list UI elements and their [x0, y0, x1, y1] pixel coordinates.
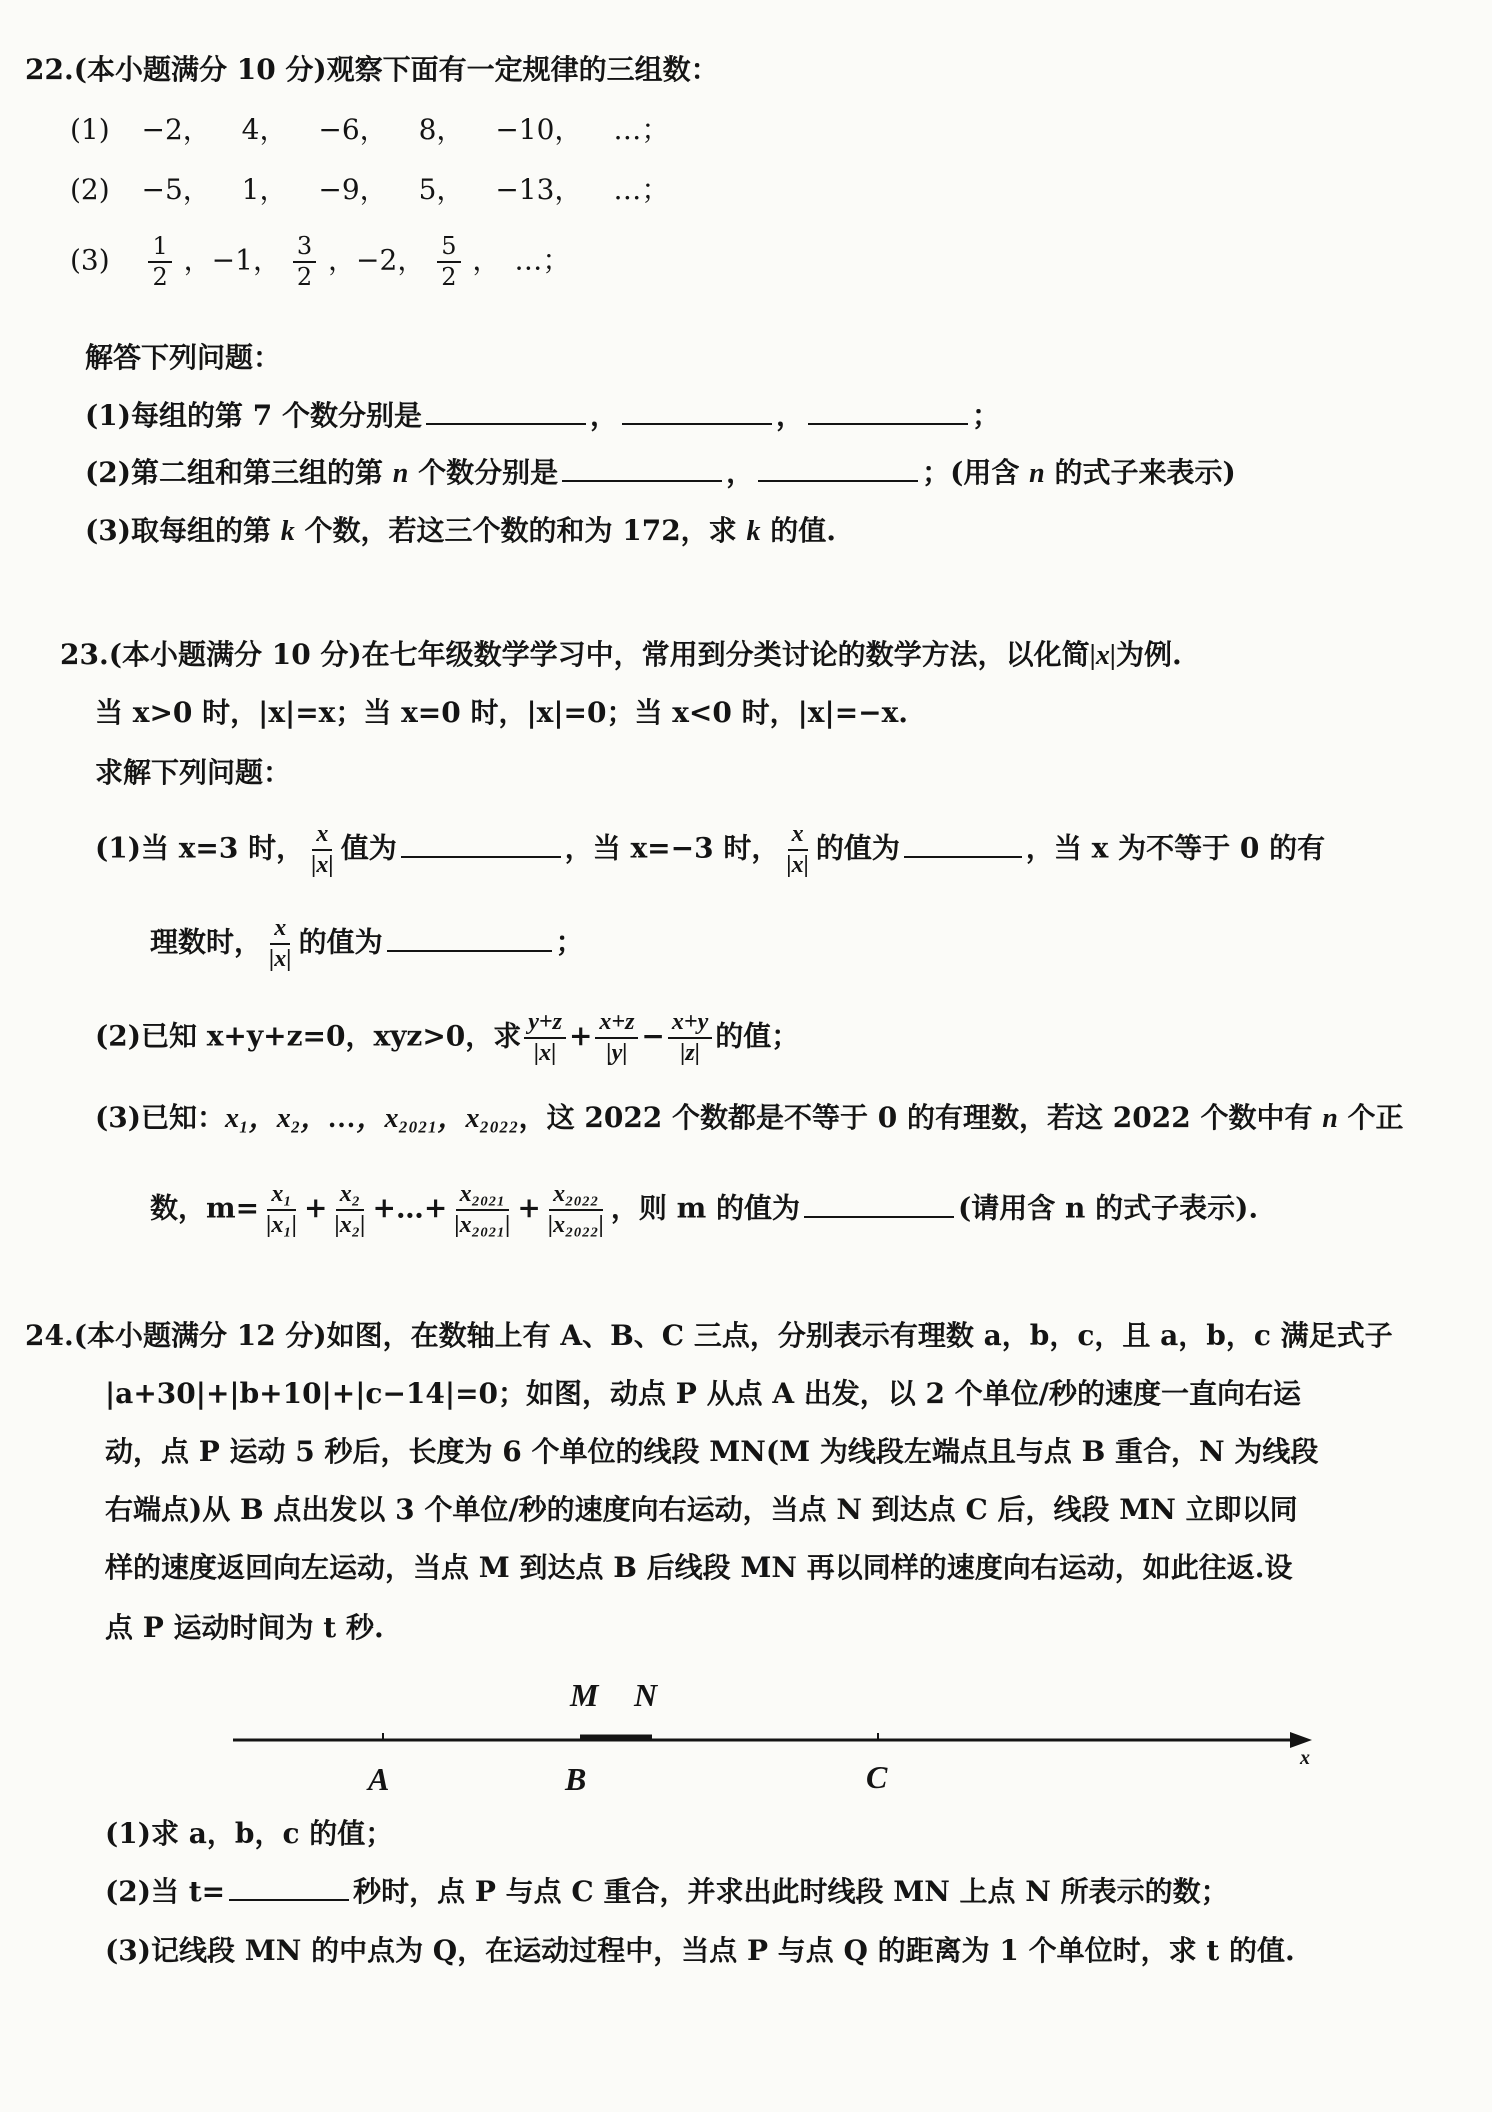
- q24-line-6: 点 P 运动时间为 t 秒.: [105, 1611, 384, 1644]
- part-text: ，当 x 为不等于 0 的有: [1025, 831, 1326, 865]
- part-text: 的值为: [815, 831, 900, 865]
- seq-item: −9，: [318, 173, 388, 206]
- part-text: (1)当 x=3 时，: [95, 831, 305, 865]
- part-text: ；: [555, 925, 584, 959]
- part-text: (3)已知：: [95, 1101, 225, 1134]
- q24-part-3: (3)记线段 MN 的中点为 Q，在运动过程中，当点 P 与点 Q 的距离为 1 个单位时，求 t 的值.: [105, 1934, 1295, 1967]
- seq-label: (1): [70, 113, 110, 146]
- q24-line-1: 24.(本小题满分 12 分)如图，在数轴上有 A、B、C 三点，分别表示有理数 a，b，c，且 a，b，c 满足式子: [25, 1319, 1393, 1352]
- q22-title: 22.(本小题满分 10 分)观察下面有一定规律的三组数：: [25, 53, 719, 86]
- seq-separator: ，−1，: [183, 243, 281, 277]
- fraction-x-over-abs-x: $\frac{x}{|x|}$: [269, 915, 292, 973]
- seq-item: −13，: [495, 173, 583, 206]
- title-text: 为例.: [1116, 638, 1182, 671]
- part-text: 个正: [1347, 1101, 1404, 1134]
- q23-prompt: 求解下列问题：: [95, 756, 292, 789]
- answer-blank[interactable]: [758, 479, 918, 482]
- number-line-figure: [0, 1660, 1492, 1800]
- abs-x: |x|: [1089, 640, 1117, 671]
- answer-blank[interactable]: [904, 855, 1022, 858]
- variable-list: x₁，x₂，…，x₂₀₂₁，x₂₀₂₂: [224, 1103, 519, 1134]
- fraction: $\frac{1}{2}$: [148, 234, 171, 290]
- variable-k: k: [746, 516, 761, 547]
- seq-item: 5，: [418, 173, 465, 206]
- label-x: x: [1300, 1747, 1310, 1769]
- part-text: (1)每组的第 7 个数分别是: [85, 399, 422, 432]
- part-text: ，这 2022 个数都是不等于 0 的有理数，若这 2022 个数中有: [518, 1101, 1313, 1134]
- operator: +: [568, 1019, 593, 1053]
- q24-line-4: 右端点)从 B 点出发以 3 个单位/秒的速度向右运动，当点 N 到达点 C 后，线段 MN 立即以同: [105, 1493, 1298, 1526]
- part-text: 值为: [340, 831, 397, 865]
- part-text: 理数时，: [150, 925, 263, 959]
- q23-definition: 当 x>0 时，|x|=x；当 x=0 时，|x|=0；当 x<0 时，|x|=−x.: [95, 696, 909, 729]
- seq-separator: ， …；: [472, 243, 571, 277]
- part-note: 的式子来表示): [1054, 456, 1236, 489]
- fraction: $\frac{x+y}{|z|}$: [668, 1010, 712, 1066]
- answer-blank[interactable]: [229, 1898, 349, 1901]
- part-text: (3)取每组的第: [85, 514, 271, 547]
- fraction: $\frac{x+z}{|y|}$: [595, 1010, 638, 1066]
- q22-part-2: (2)第二组和第三组的第 n 个数分别是 ， ；(用含 n 的式子来表示): [85, 456, 1236, 489]
- variable-n: n: [392, 458, 409, 489]
- variable-k: k: [280, 516, 295, 547]
- seq-item: −10，: [495, 113, 583, 146]
- fraction-x-over-abs-x: $\frac{x}{|x|}$: [311, 821, 334, 879]
- part-text: 秒时，点 P 与点 C 重合，并求出此时线段 MN 上点 N 所表示的数；: [353, 1875, 1229, 1908]
- q22-prompt: 解答下列问题：: [85, 341, 282, 374]
- axis-arrow-icon: [1290, 1732, 1312, 1748]
- part-text: 的值为: [298, 925, 383, 959]
- part-text: 的值.: [770, 514, 836, 547]
- fraction-x-over-abs-x: $\frac{x}{|x|}$: [786, 821, 809, 879]
- fraction: $\frac{\text{x₂₀₂₂}}{\text{|x₂₀₂₂|}}$: [547, 1181, 604, 1239]
- q23-part-1: [95, 822, 1325, 878]
- seq-item: −5，: [141, 173, 211, 206]
- part-text: 的值；: [715, 1019, 800, 1053]
- q24-line-5: 样的速度返回向左运动，当点 M 到达点 B 后线段 MN 再以同样的速度向右运动，如此往返.设: [105, 1551, 1293, 1584]
- fraction: $\frac{\text{x₁}}{\text{|x₁|}}$: [266, 1181, 298, 1239]
- seq-separator: ，−2，: [328, 243, 426, 277]
- operator: −: [641, 1019, 665, 1053]
- q23-part-3-line-2: 数，m= $\frac{\text{x₁}}{\text{|x₁|}}$ + $\frac{\text{x₂}}{\text{|x₂|}}$ +…+ $\frac{\text{x₂₀₂₁}}{\text{|x₂₀₂₁|}}$ + $\frac{\text{x₂₀₂₂}}{\text{|x₂₀₂₂|}}$ ，则 m 的值为 (请用含 n 的式子表示).: [150, 1181, 1259, 1239]
- fraction: $\frac{y+z}{|x|}$: [524, 1010, 566, 1066]
- part-text: 个数，若这三个数的和为 172，求: [304, 514, 737, 547]
- seq-item: …；: [613, 113, 670, 146]
- answer-blank[interactable]: [426, 422, 586, 425]
- q24-part-1: (1)求 a，b，c 的值；: [105, 1817, 394, 1850]
- label-a: A: [368, 1761, 390, 1797]
- q24-line-2: |a+30|+|b+10|+|c−14|=0；如图，动点 P 从点 A 出发，以 2 个单位/秒的速度一直向右运: [105, 1377, 1302, 1410]
- label-n: N: [634, 1677, 658, 1713]
- label-b: B: [565, 1761, 587, 1797]
- answer-blank[interactable]: [808, 422, 968, 425]
- seq-item: 1，: [241, 173, 288, 206]
- fraction: $\frac{\text{x₂₀₂₁}}{\text{|x₂₀₂₁|}}$: [454, 1181, 511, 1239]
- q23-part-3: [95, 1100, 1404, 1136]
- answer-blank[interactable]: [562, 479, 722, 482]
- part-text: (2)当 t=: [105, 1875, 226, 1908]
- q24-line-3: 动，点 P 运动 5 秒后，长度为 6 个单位的线段 MN(M 为线段左端点且与点 B 重合，N 为线段: [105, 1435, 1319, 1468]
- answer-blank[interactable]: [622, 422, 772, 425]
- part-text: ，则 m 的值为: [610, 1191, 801, 1225]
- seq-item: 8，: [418, 113, 465, 146]
- label-c: C: [866, 1759, 888, 1795]
- part-text: 数，m=: [150, 1191, 260, 1225]
- variable-n: n: [1029, 458, 1045, 489]
- part-text: (2)第二组和第三组的第: [85, 456, 383, 489]
- q23-title: [60, 637, 1182, 673]
- title-text: 23.(本小题满分 10 分)在七年级数学学习中，常用到分类讨论的数学方法，以化简: [60, 638, 1090, 671]
- part-text: ，当 x=−3 时，: [564, 831, 780, 865]
- q24-part-2: [105, 1874, 1229, 1909]
- q22-part-3: [85, 513, 836, 549]
- fraction: $\frac{5}{2}$: [437, 234, 460, 290]
- seq-item: −2，: [141, 113, 211, 146]
- seq-item: 4，: [241, 113, 288, 146]
- part-text: 个数分别是: [418, 456, 559, 489]
- operator: +…+: [372, 1191, 448, 1225]
- part-text: (2)已知 x+y+z=0，xyz>0，求: [95, 1019, 522, 1053]
- q23-part-1-line-2: [150, 916, 584, 972]
- part-text: (请用含 n 的式子表示).: [958, 1191, 1259, 1225]
- answer-blank[interactable]: [804, 1215, 954, 1218]
- q22-sequence-1: [70, 112, 669, 147]
- seq-label: (2): [70, 173, 110, 206]
- q22-sequence-2: [70, 172, 669, 207]
- seq-label: (3): [70, 243, 110, 277]
- part-note: (用含: [950, 456, 1020, 489]
- q22-sequence-3: [70, 234, 570, 290]
- variable-n: n: [1322, 1103, 1338, 1134]
- answer-blank[interactable]: [387, 949, 552, 952]
- seq-item: −6，: [318, 113, 388, 146]
- answer-blank[interactable]: [401, 855, 561, 858]
- q23-part-2: [95, 1010, 799, 1066]
- seq-item: …；: [613, 173, 670, 206]
- label-m: M: [570, 1677, 599, 1713]
- fraction: $\frac{\text{x₂}}{\text{|x₂|}}$: [334, 1181, 366, 1239]
- q22-part-1: (1)每组的第 7 个数分别是 ， ， ；: [85, 399, 1001, 432]
- fraction: $\frac{3}{2}$: [293, 234, 316, 290]
